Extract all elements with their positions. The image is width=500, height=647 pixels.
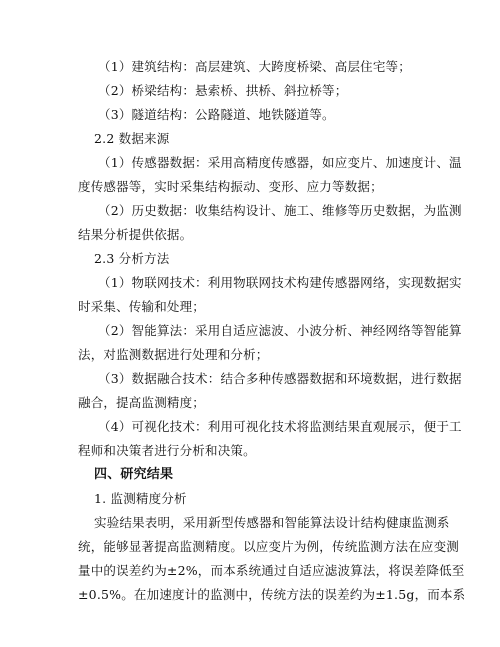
paragraph-fusion-line2: 融合，提高监测精度； [78,395,206,410]
paragraph-iot-line1: （1）物联网技术：利用物联网技术构建传感器网络，实现数据实 [98,275,462,290]
paragraph-sensor-data-line1: （1）传感器数据：采用高精度传感器，如应变片、加速度计、温 [98,155,462,170]
section-heading-analysis-method: 2.3 分析方法 [94,251,170,266]
list-item-building-structure: （1）建筑结构：高层建筑、大跨度桥梁、高层住宅等； [98,59,411,74]
paragraph-algorithm-line2: 法，对监测数据进行处理和分析； [78,347,269,362]
paragraph-visualization-line2: 程师和决策者进行分析和决策。 [78,443,256,458]
paragraph-algorithm-line1: （2）智能算法：采用自适应滤波、小波分析、神经网络等智能算 [98,323,462,338]
paragraph-results-line2: 统，能够显著提高监测精度。以应变片为例，传统监测方法在应变测 [78,539,460,554]
section-heading-data-source: 2.2 数据来源 [94,131,170,146]
paragraph-history-data-line2: 结果分析提供依据。 [78,227,193,242]
paragraph-visualization-line1: （4）可视化技术：利用可视化技术将监测结果直观展示，便于工 [98,419,462,434]
paragraph-results-line3: 量中的误差约为±2%，而本系统通过自适应滤波算法，将误差降低至 [78,563,465,578]
subsection-heading-accuracy: 1. 监测精度分析 [94,491,187,506]
list-item-bridge-structure: （2）桥梁结构：悬索桥、拱桥、斜拉桥等； [98,83,348,98]
list-item-tunnel-structure: （3）隧道结构：公路隧道、地铁隧道等。 [98,107,335,122]
paragraph-results-line1: 实验结果表明，采用新型传感器和智能算法设计结构健康监测系 [94,515,450,530]
paragraph-fusion-line1: （3）数据融合技术：结合多种传感器数据和环境数据，进行数据 [98,371,462,386]
paragraph-sensor-data-line2: 度传感器等，实时采集结构振动、变形、应力等数据； [78,179,383,194]
section-heading-results: 四、研究结果 [94,467,174,482]
paragraph-iot-line2: 时采集、传输和处理； [78,299,206,314]
paragraph-history-data-line1: （2）历史数据：收集结构设计、施工、维修等历史数据，为监测 [98,203,462,218]
paragraph-results-line4: ±0.5%。在加速度计的监测中，传统方法的误差约为±1.5g，而本系 [78,587,466,602]
